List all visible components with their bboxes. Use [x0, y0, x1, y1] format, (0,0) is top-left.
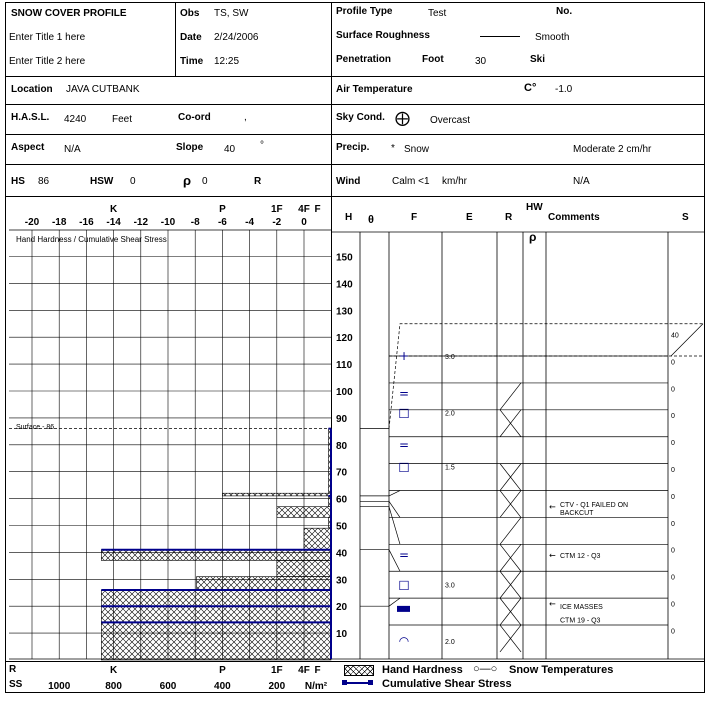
roughness-value: Smooth [535, 32, 570, 43]
shear-swatch-dot-left [342, 680, 347, 685]
col-theta: θ [368, 214, 374, 226]
snow-temp-icon: ○—○ [473, 663, 498, 675]
temp-tick-label: -2 [272, 217, 282, 228]
height-tick-label: 40 [336, 548, 348, 560]
coord-label: Co-ord [178, 112, 211, 123]
hasl-unit: Feet [112, 114, 133, 125]
hand-hardness-swatch [344, 665, 374, 676]
precip-label: Precip. [336, 142, 370, 153]
temp-tick-label: -12 [133, 217, 149, 228]
hardness-bottom-label: K [109, 665, 118, 676]
shear-tick-label: 600 [159, 681, 177, 692]
right-surface-dash [389, 324, 705, 429]
rho-value: 0 [202, 176, 208, 187]
col-r: R [505, 212, 513, 223]
r-label: R [254, 176, 262, 187]
hardness-tick-label: 1F [270, 204, 283, 215]
grain-form-mark: ◠ [398, 634, 410, 649]
wind-label: Wind [336, 176, 361, 187]
height-tick-label: 120 [336, 333, 353, 345]
hardness-tick-label: K [109, 204, 118, 215]
comment-arrow-icon: ← [549, 551, 556, 561]
profile-type-label: Profile Type [336, 6, 393, 17]
ski-label: Ski [530, 54, 546, 65]
grain-size-label: 3.0 [445, 354, 455, 362]
slope-value: 40 [224, 144, 236, 155]
height-tick-label: 90 [336, 413, 348, 425]
title-1[interactable]: Enter Title 1 here [9, 32, 86, 43]
hsw-value: 0 [130, 176, 136, 187]
obs-value: TS, SW [214, 8, 249, 19]
air-temp-value: -1.0 [555, 84, 573, 95]
coord-value: , [244, 112, 247, 123]
hardness-layer [222, 493, 331, 496]
col-s: S [682, 212, 689, 223]
height-tick-label: 70 [336, 467, 348, 479]
grain-form-mark: □ [398, 405, 410, 420]
shear-tick-label: 200 [268, 681, 286, 692]
snow-icon: * [391, 143, 395, 154]
temp-tick-label: 0 [301, 217, 307, 228]
s-value: 0 [671, 574, 675, 582]
precip-rate: Moderate 2 cm/hr [573, 144, 652, 155]
hsw-label: HSW [90, 176, 114, 187]
height-tick-label: 50 [336, 521, 348, 533]
profile-type-value: Test [428, 8, 447, 19]
no-label: No. [556, 6, 573, 17]
slope-unit: ° [260, 140, 264, 151]
rho-label: ρ [183, 173, 192, 188]
grain-form-mark: = [398, 437, 410, 452]
comment-text: ICE MASSES [560, 604, 603, 612]
col-hw: HW [526, 202, 543, 213]
grain-size-label: 1.5 [445, 464, 455, 472]
hardness-layer [101, 550, 331, 561]
slant-line [389, 598, 400, 606]
grain-form-mark [397, 606, 410, 612]
page-title: SNOW COVER PROFILE [11, 8, 127, 19]
grain-form-mark: + [398, 349, 410, 364]
col-e: E [466, 212, 473, 223]
comment-text: CTM 12 - Q3 [560, 553, 601, 561]
location-label: Location [11, 84, 53, 95]
grain-size-label: 2.0 [445, 410, 455, 418]
bottom-border [5, 692, 705, 693]
resistance-mark [500, 517, 521, 544]
hardness-bottom-label: P [219, 665, 226, 676]
sky-label: Sky Cond. [336, 112, 385, 123]
temp-tick-label: -18 [51, 217, 67, 228]
comment-arrow-icon: ← [549, 502, 556, 512]
s-value: 0 [671, 547, 675, 555]
comment-text: BACKCUT [560, 510, 594, 518]
height-tick-label: 100 [336, 387, 353, 398]
col-rho: ρ [529, 230, 537, 244]
hardness-layer [101, 590, 331, 660]
grain-form-mark: □ [398, 577, 410, 592]
height-tick-label: 20 [336, 602, 348, 614]
bottom-ss-label: SS [9, 679, 23, 690]
date-label: Date [180, 32, 202, 43]
height-tick-label: 130 [336, 306, 353, 318]
legend-snow-temps: Snow Temperatures [509, 664, 614, 676]
comment-arrow-icon: ← [549, 599, 556, 609]
slant-line [389, 501, 400, 517]
grain-size-label: 3.0 [445, 582, 455, 590]
s-value: 0 [671, 520, 675, 528]
s-value: 0 [671, 467, 675, 475]
comment-text: CTV - Q1 FAILED ON [560, 501, 629, 509]
height-tick-label: 80 [336, 440, 348, 452]
hardness-bottom-label: F [314, 665, 321, 676]
s-value: 0 [671, 386, 675, 394]
shear-swatch-dot-right [368, 680, 373, 685]
slant-line [389, 507, 400, 545]
location-value: JAVA CUTBANK [66, 84, 140, 95]
slant-line [389, 491, 400, 496]
hardness-tick-label: 4F [298, 204, 310, 215]
grain-form-mark: □ [398, 459, 410, 474]
col-comments: Comments [548, 212, 600, 223]
surface-label: Surface - 86 [16, 424, 55, 431]
s-value: 0 [671, 628, 675, 636]
comment-text: CTM 19 - Q3 [560, 617, 601, 625]
aspect-label: Aspect [11, 142, 45, 153]
title-2[interactable]: Enter Title 2 here [9, 56, 86, 67]
hardness-layer [277, 560, 331, 576]
s-value: 0 [671, 601, 675, 609]
height-tick-label: 150 [336, 252, 353, 264]
legend-hand-hardness: Hand Hardness [382, 664, 463, 676]
temp-tick-label: -14 [106, 217, 121, 228]
obs-label: Obs [180, 8, 200, 19]
height-tick-label: 60 [336, 494, 348, 506]
precip-value: Snow [404, 144, 430, 155]
temp-tick-label: -10 [160, 217, 176, 228]
hardness-layer [304, 528, 331, 550]
foot-label: Foot [422, 54, 444, 65]
wind-unit: km/hr [442, 176, 467, 187]
hardness-layer [277, 507, 331, 518]
hs-value: 86 [38, 176, 50, 187]
s-value: 0 [671, 413, 675, 421]
air-temp-unit: C° [524, 82, 537, 94]
height-tick-label: 30 [336, 575, 348, 587]
s-value: 40 [671, 332, 679, 340]
shear-tick-label: 400 [214, 681, 231, 692]
temp-tick-label: -8 [190, 217, 200, 228]
s-value: 0 [671, 440, 675, 448]
air-temp-label: Air Temperature [336, 84, 413, 95]
grain-size-label: 2.0 [445, 639, 455, 647]
sky-value: Overcast [430, 115, 471, 126]
slope-label: Slope [176, 142, 204, 153]
penetration-label: Penetration [336, 54, 392, 65]
hasl-label: H.A.S.L. [11, 112, 50, 123]
shear-tick-label: 800 [105, 681, 122, 692]
hardness-legend-text: Hand Hardness / Cumulative Shear Stress [16, 235, 167, 244]
s-slash [671, 324, 703, 356]
col-f: F [411, 212, 418, 223]
temp-tick-label: -6 [217, 217, 227, 228]
aspect-value: N/A [64, 144, 81, 155]
hardness-bottom-label: 4F [298, 665, 310, 676]
temp-tick-label: -20 [24, 217, 40, 228]
hardness-layer [197, 577, 331, 590]
hardness-tick-label: P [219, 204, 226, 215]
hasl-value: 4240 [64, 114, 87, 125]
col-h: H [345, 212, 353, 223]
s-value: 0 [671, 493, 675, 501]
wind-value: Calm <1 [392, 176, 430, 187]
resistance-mark [500, 383, 521, 410]
bottom-divider [5, 661, 705, 662]
height-tick-label: 10 [336, 629, 348, 641]
temp-tick-label: -4 [245, 217, 255, 228]
hardness-tick-label: F [314, 204, 321, 215]
hs-label: HS [11, 176, 25, 187]
grain-form-mark: = [398, 386, 410, 401]
time-label: Time [180, 56, 204, 67]
roughness-label: Surface Roughness [336, 30, 430, 41]
date-value: 2/24/2006 [214, 32, 259, 43]
foot-value: 30 [475, 56, 487, 67]
shear-tick-label: 1000 [48, 681, 71, 692]
bottom-r-label: R [9, 664, 17, 675]
temp-tick-label: -16 [79, 217, 94, 228]
shear-unit: N/m² [304, 681, 328, 692]
height-tick-label: 110 [336, 360, 353, 372]
grain-form-mark: = [398, 548, 410, 563]
overcast-icon: ⨁ [395, 110, 410, 127]
s-value: 0 [671, 359, 675, 367]
height-tick-label: 140 [336, 279, 353, 291]
hardness-bottom-label: 1F [270, 665, 283, 676]
legend-shear: Cumulative Shear Stress [382, 678, 512, 690]
wind-dir: N/A [573, 176, 590, 187]
time-value: 12:25 [214, 56, 240, 67]
